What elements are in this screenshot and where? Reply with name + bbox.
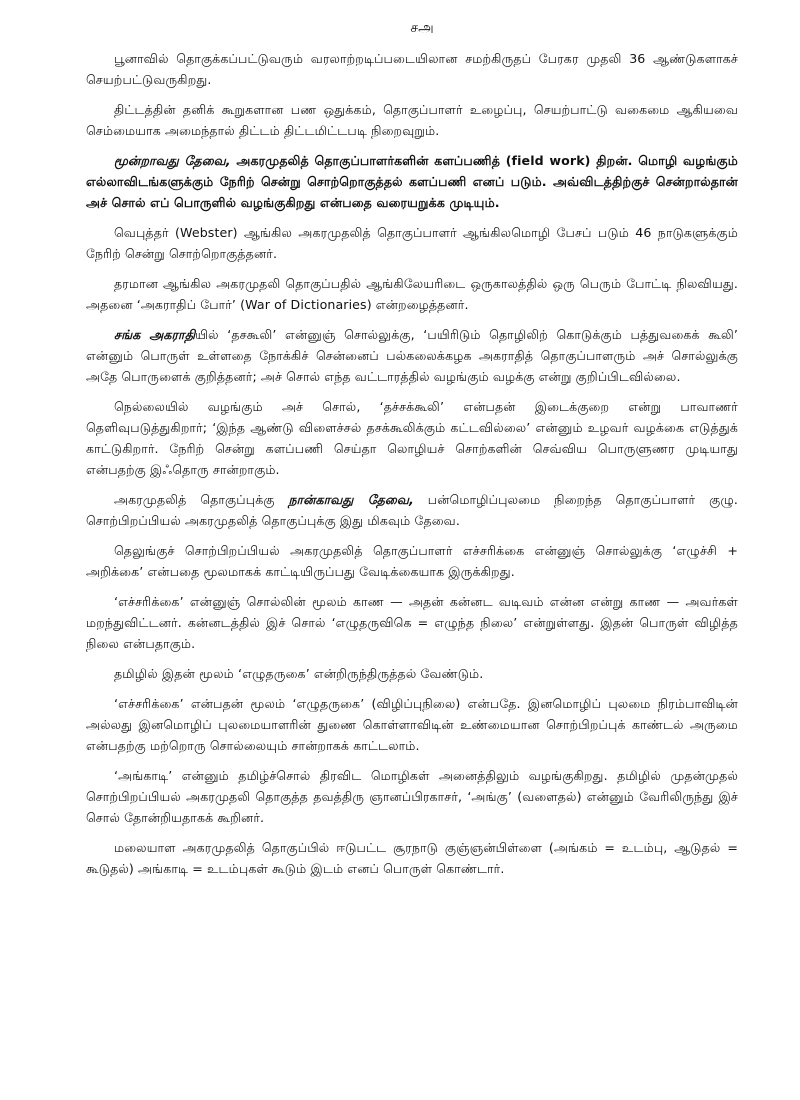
paragraph-11-text: தமிழில் இதன் மூலம் ‘எழுதருகை’ என்றிருந்திருத்தல் வேண்டும். <box>114 666 484 681</box>
paragraph-6-text: யில் ‘தசகூலி’ என்னுஞ் சொல்லுக்கு, ‘பயிரிடும் தொழிலிற் கொடுக்கும் பத்துவகைக் கூலி’ என்னும் பொருள் உள்ளதை நோக்கிச் சென்னைப் பல்கலைக்கழக அகராதித் தொகுப்பாளரும் அச் சொல்லுக்கு அதே பொருளைக் குறித்தனர்; அச் சொல் எந்த வட்டாரத்தில் வழங்கும் வழக்கு என்று குறிப்பிடவில்லை. <box>86 327 738 384</box>
paragraph-13-text: ‘அங்காடி’ என்னும் தமிழ்ச்சொல் திரவிட மொழிகள் அனைத்திலும் வழங்குகிறது. தமிழில் முதன்முதல் சொற்பிறப்பியல் அகரமுதலி தொகுத்த தவத்திரு ஞானப்பிரகாசர், ‘அங்கு’ (வளைதல்) என்னும் வேரிலிருந்து இச் சொல் தோன்றியதாகக் கூறினர். <box>86 768 738 825</box>
paragraph-10-text: ‘எச்சரிக்கை’ என்னுஞ் சொல்லின் மூலம் காண — அதன் கன்னட வடிவம் என்ன என்று காண — அவர்கள் மறந்துவிட்டனர். கன்னடத்தில் இச் சொல் ‘எழுதருவிகெ = எழுந்த நிலை’ என்றுள்ளது. இதன் பொருள் விழித்த நிலை என்பதாகும். <box>86 594 738 651</box>
paragraph-8 <box>86 489 738 531</box>
page-number: சஅ <box>410 20 434 36</box>
paragraph-5 <box>86 273 738 315</box>
paragraph-6-lead: சங்க அகராதி <box>114 327 196 342</box>
paragraph-14-text: மலையாள அகரமுதலித் தொகுப்பில் ஈடுபட்ட சூரநாடு குஞ்ஞன்பிள்ளை (அங்கம் = உடம்பு, ஆடுதல் = கூடுதல்) அங்காடி = உடம்புகள் கூடும் இடம் எனப் பொருள் கொண்டார். <box>86 840 738 876</box>
paragraph-3-text: அகரமுதலித் தொகுப்பாளர்களின் களப்பணித் (field work) திறன். மொழி வழங்கும் எல்லாவிடங்களுக்கும் நேரிற் சென்று சொற்றொகுத்தல் களப்பணி எனப் படும். அவ்விடத்திற்குச் சென்றால்தான் அச் சொல் எப் பொருளில் வழங்குகிறது என்பதை வரையறுக்க முடியும். <box>86 153 738 210</box>
paragraph-12-text: ‘எச்சரிக்கை’ என்பதன் மூலம் ‘எழுதருகை’ (விழிப்புநிலை) என்பதே. இனமொழிப் புலமை நிரம்பாவிடின் அல்லது இனமொழிப் புலமையாளரின் துணை கொள்ளாவிடின் உண்மையான சொற்பிறப்புக் காண்டல் அருமை என்பதற்கு மற்றொரு சொல்லையும் சான்றாகக் காட்டலாம். <box>86 696 738 753</box>
paragraph-9 <box>86 540 738 582</box>
paragraph-8-text: பன்மொழிப்புலமை நிறைந்த தொகுப்பாளர் குழு. சொற்பிறப்பியல் அகரமுதலித் தொகுப்புக்கு இது மிகவும் தேவை. <box>86 492 738 528</box>
paragraph-6 <box>86 324 738 387</box>
paragraph-2-text: திட்டத்தின் தனிக் கூறுகளான பண ஒதுக்கம், தொகுப்பாளர் உழைப்பு, செயற்பாட்டு வகைமை ஆகியவை செம்மையாக அமைந்தால் திட்டம் திட்டமிட்டபடி நிறைவுறும். <box>86 102 738 138</box>
paragraph-14 <box>86 837 738 879</box>
paragraph-4-text: வெபுத்தர் (Webster) ஆங்கில அகரமுதலித் தொகுப்பாளர் ஆங்கிலமொழி பேசப் படும் 46 நாடுகளுக்கும் நேரிற் சென்று சொற்றொகுத்தனர். <box>86 225 738 261</box>
paragraph-7-text: நெல்லையில் வழங்கும் அச் சொல், ‘தச்சக்கூலி’ என்பதன் இடைக்குறை என்று பாவாணர் தெளிவுபடுத்துகிறார்; ‘இந்த ஆண்டு விளைச்சல் தசக்கூலிக்கும் கட்டவில்லை’ என்னும் உழவர் வழக்கை எடுத்துக் காட்டுகிறார். நேரிற் சென்று களப்பணி செய்தா லொழியச் சொற்களின் செவ்விய பொருளுணர முடியாது என்பதற்கு இஃதொரு சான்றாகும். <box>86 399 738 477</box>
paragraph-3 <box>86 150 738 213</box>
paragraph-11 <box>86 663 738 684</box>
paragraph-3-lead: மூன்றாவது தேவை, <box>114 153 231 168</box>
paragraph-9-text: தெலுங்குச் சொற்பிறப்பியல் அகரமுதலித் தொகுப்பாளர் எச்சரிக்கை என்னுஞ் சொல்லுக்கு ‘எழுச்சி + அறிக்கை’ என்பதை மூலமாகக் காட்டியிருப்பது வேடிக்கையாக இருக்கிறது. <box>86 543 738 579</box>
paragraph-5-text: தரமான ஆங்கில அகரமுதலி தொகுப்பதில் ஆங்கிலேயரிடை ஒருகாலத்தில் ஒரு பெரும் போட்டி நிலவியது. அதனை ‘அகராதிப் போர்’ (War of Dictionaries) என்றழைத்தனர். <box>86 276 738 312</box>
paragraph-1-text: பூனாவில் தொகுக்கப்பட்டுவரும் வரலாற்றடிப்படையிலான சமற்கிருதப் பேரகர முதலி 36 ஆண்டுகளாகச் செயற்பட்டுவருகிறது. <box>86 51 738 87</box>
paragraph-1 <box>86 48 738 90</box>
paragraph-13 <box>86 765 738 828</box>
paragraph-7 <box>86 396 738 480</box>
paragraph-4 <box>86 222 738 264</box>
paragraph-12 <box>86 693 738 756</box>
paragraph-2 <box>86 99 738 141</box>
paragraph-8-pre: அகரமுதலித் தொகுப்புக்கு <box>114 492 289 507</box>
paragraph-8-lead: நான்காவது தேவை, <box>288 492 414 507</box>
paragraph-10 <box>86 591 738 654</box>
